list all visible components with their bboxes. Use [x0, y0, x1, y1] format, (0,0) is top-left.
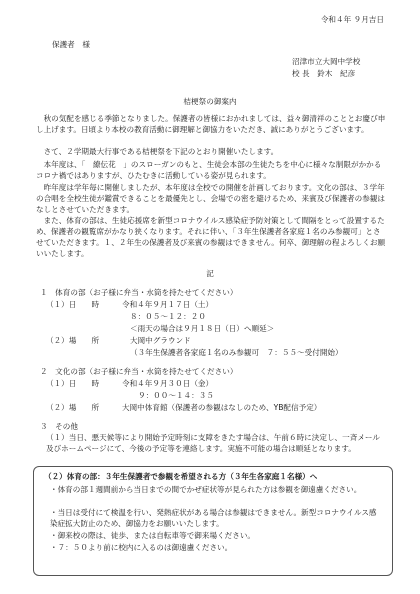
culture-time-value: ９：００～１４：３５: [138, 391, 214, 400]
notice-bullet-1: ・体育の部１週間前から当日までの間でかぜ症状等が見られた方は参観を御遠慮ください。: [50, 485, 362, 494]
sports-place-label: （２）場 所: [46, 336, 100, 345]
principal-name: 校 長 鈴木 紀彦: [292, 69, 356, 78]
sports-rain-note: ＜雨天の場合は９月１８日（日）へ順延＞: [130, 324, 275, 333]
intro-paragraph-5: また、体育の部は、生徒応援席を新型コロナウイルス感染症予防対策として間隔をとって設置するため、保護者の観覧席がかなり狭くなります。それに伴い、「３年生保護者各家庭１名のみ参観可」とさせていただきます。１、２年生の保護者及び来賓の参観はできません。何卒、御理解の程よろしくお願いいたします。: [36, 216, 386, 258]
culture-heading: ２ 文化の部（お子様に弁当・水筒を持たせてください）: [40, 367, 238, 376]
other-heading: ３ その他: [40, 422, 78, 431]
culture-place-value: 大岡中体育館（保護者の参観はなしのため、YB配信予定）: [122, 403, 322, 412]
intro-paragraph-3: 本年度は、「 繚伝花 」のスローガンのもと、生徒会本部の生徒たちを中心に様々な制限がかかるコロナ禍ではありますが、ひたむきに活動している姿が見られます。: [36, 160, 382, 180]
notice-bullet-2: ・当日は受付にて検温を行い、発熱症状がある場合は参観はできません。新型コロナウイルス感染症拡大防止のため、御協力をお願いいたします。: [50, 508, 377, 528]
sports-place-value: 大岡中グラウンド: [130, 336, 191, 345]
document-date: 令和４年 ９月吉日: [320, 15, 384, 24]
notice-bullet-4: ・７：５０より前に校内に入るのは御遠慮ください。: [50, 543, 233, 552]
intro-paragraph-4: 昨年度は学年毎に開催しましたが、本年度は全校での開催を計画しております。文化の部は、３学年の合唱を全校生徒が鑑賞できることを最優先とし、会場での密を避けるため、来賓及び保護者の参観はなしとさせていただきます。: [36, 183, 386, 214]
recipient: 保護者 様: [52, 40, 90, 49]
notice-heading: （２）体育の部：３年生保護者で参観を希望される方（３年生各家庭１名様）へ: [44, 472, 318, 481]
page-title: 桔梗祭の御案内: [183, 97, 237, 106]
sports-heading: １ 体育の部（お子様に弁当・水筒を持たせてください）: [40, 288, 238, 297]
sports-date-value: 令和４年９月１７日（土）: [122, 300, 214, 309]
sports-place-note: （３年生保護者各家庭１名のみ参観可 ７：５５～受付開始）: [130, 348, 343, 357]
culture-place-label: （２）場 所: [46, 403, 100, 412]
sports-date-label: （１）日 時: [46, 300, 100, 309]
school-name: 沼津市立大岡中学校: [292, 57, 361, 66]
other-item-1: （１）当日、悪天候等により開始予定時刻に支障をきたす場合は、午前６時に決定し、一斉メール及びホームページにて、今後の予定等を連絡します。実施不可能の場合は順延となります。: [46, 433, 380, 453]
sports-time-value: ８：０５～１２：２０: [130, 312, 206, 321]
culture-date-label: （１）日 時: [46, 379, 100, 388]
intro-paragraph-2: さて、２学期最大行事である桔梗祭を下記のとおり開催いたします。: [36, 147, 279, 156]
intro-paragraph-1: 秋の気配を感じる季節となりました。保護者の皆様におかれましては、益々御清祥のこととお慶び申し上げます。日頃より本校の教育活動に御理解と御協力をいただき、誠にありがとうございます。: [36, 114, 386, 134]
culture-date-value: 令和４年９月３０日（金）: [122, 379, 214, 388]
notice-bullet-3: ・御来校の際は、徒歩、または自転車等で御来場ください。: [50, 531, 256, 540]
ki-heading: 記: [206, 269, 214, 278]
